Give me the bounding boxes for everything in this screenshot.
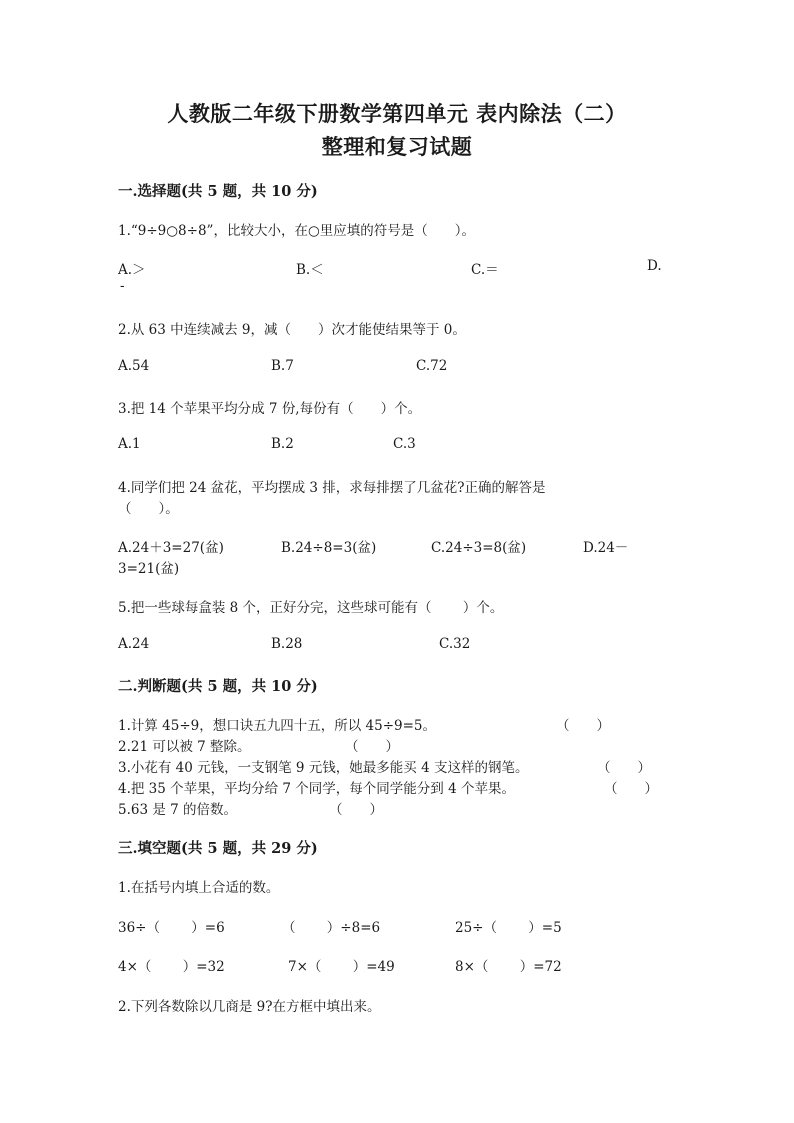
option-b: B.2: [271, 436, 294, 452]
question-stem: 1.“9÷9○8÷8”，比较大小，在○里应填的符号是（ ）。: [118, 223, 475, 239]
judgement-item: 4.把 35 个苹果，平均分给 7 个同学，每个同学能分到 4 个苹果。: [118, 781, 515, 797]
question-stem: 5.把一些球每盒装 8 个，正好分完，这些球可能有（ ）个。: [118, 600, 504, 616]
question-stem: 2.从 63 中连续减去 9，减（ ）次才能使结果等于 0。: [118, 322, 466, 338]
question-stem: 1.在括号内填上合适的数。: [118, 880, 280, 896]
option-d-continued: 3=21(盆): [118, 561, 180, 577]
option-c: C.24÷3=8(盆): [431, 540, 527, 556]
fill-blank: 36÷（ ）=6: [118, 920, 225, 936]
option-d: D.: [647, 258, 662, 274]
question-stem: 4.同学们把 24 盆花，平均摆成 3 排，求每排摆了几盆花?正确的解答是: [118, 480, 546, 496]
page-title: 人教版二年级下册数学第四单元 表内除法（二）: [167, 101, 627, 126]
answer-parentheses: （ ）: [345, 739, 399, 755]
fill-blank: 7×（ ）=49: [288, 959, 395, 975]
fill-blank: 8×（ ）=72: [455, 959, 562, 975]
judgement-item: 1.计算 45÷9，想口诀五九四十五，所以 45÷9=5。: [118, 718, 437, 734]
judgement-item: 5.63 是 7 的倍数。: [118, 802, 238, 818]
answer-parentheses: （ ）: [597, 760, 651, 776]
option-a: A.54: [118, 358, 150, 374]
option-c: C.32: [439, 636, 471, 652]
fill-blank: 4×（ ）=32: [118, 959, 225, 975]
answer-parentheses: （ ）: [604, 781, 658, 797]
option-d: D.24－: [583, 540, 629, 556]
judgement-item: 3.小花有 40 元钱，一支钢笔 9 元钱，她最多能买 4 支这样的钢笔。: [118, 760, 529, 776]
option-a: A.＞: [118, 262, 146, 278]
option-a: A.24: [118, 636, 150, 652]
answer-parentheses: （ ）: [329, 802, 383, 818]
option-b: B.24÷8=3(盆): [281, 540, 377, 556]
question-stem: 2.下列各数除以几商是 9?在方框中填出来。: [118, 999, 381, 1015]
option-b: B.＜: [296, 262, 324, 278]
page-subtitle: 整理和复习试题: [321, 134, 473, 159]
option-a: A.24＋3=27(盆): [118, 540, 224, 556]
judgement-item: 2.21 可以被 7 整除。: [118, 739, 251, 755]
answer-parentheses: （ ）: [556, 718, 610, 734]
option-c: C.72: [416, 358, 448, 374]
question-stem: 3.把 14 个苹果平均分成 7 份,每份有（ ）个。: [118, 401, 422, 417]
option-b: B.7: [271, 358, 294, 374]
option-c: C.＝: [471, 262, 499, 278]
fill-blank: 25÷（ ）=5: [455, 920, 562, 936]
option-c: C.3: [393, 436, 416, 452]
option-a: A.1: [118, 436, 141, 452]
section-heading-choice: 一.选择题(共 5 题，共 10 分): [118, 183, 318, 200]
section-heading-fill: 三.填空题(共 5 题，共 29 分): [118, 840, 318, 857]
option-b: B.28: [271, 636, 303, 652]
section-heading-judgement: 二.判断题(共 5 题，共 10 分): [118, 678, 318, 695]
option-d-continued: -: [120, 278, 125, 294]
question-stem-continued: （ ）。: [118, 501, 179, 517]
fill-blank: （ ）÷8=6: [282, 920, 381, 936]
